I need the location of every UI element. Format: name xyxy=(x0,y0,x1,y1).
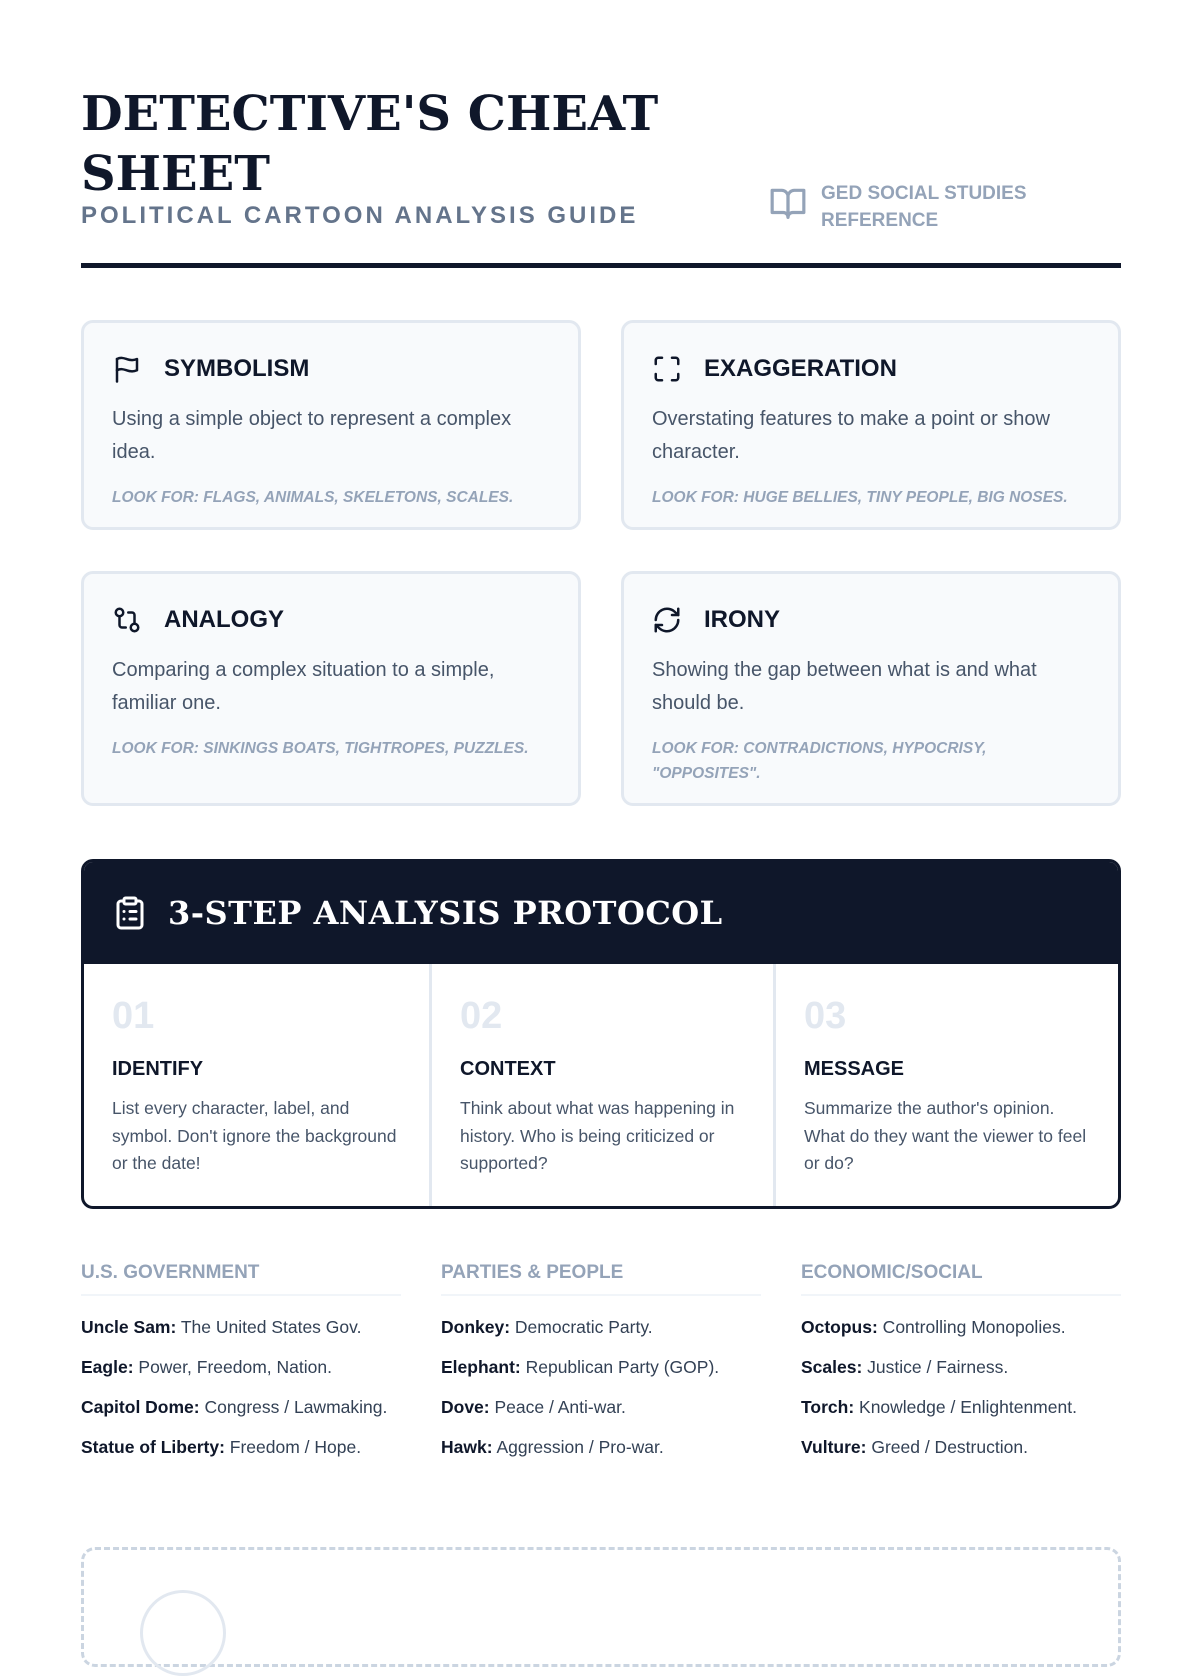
technique-description: Using a simple object to represent a complex idea. xyxy=(112,408,512,463)
technique-card-exaggeration xyxy=(621,320,1121,530)
refresh-icon xyxy=(652,605,682,635)
protocol-steps xyxy=(84,964,1118,1209)
flag-icon xyxy=(112,354,142,384)
technique-look-for: LOOK FOR: CONTRADICTIONS, HYPOCRISY, "OPPOSITES". xyxy=(652,740,987,782)
symbol-item: Scales: Justice / Fairness. xyxy=(801,1357,1009,1377)
symbol-column-parties xyxy=(441,1262,761,1476)
page-header xyxy=(81,0,1121,268)
symbol-item: Dove: Peace / Anti-war. xyxy=(441,1397,626,1417)
technique-description: Overstating features to make a point or show character. xyxy=(652,408,1050,463)
step-number: 03 xyxy=(804,995,847,1037)
step-number: 02 xyxy=(460,995,503,1037)
step-description: List every character, label, and symbol. Don't ignore the background or the date! xyxy=(112,1098,397,1173)
technique-look-for: LOOK FOR: FLAGS, ANIMALS, SKELETONS, SCALES. xyxy=(112,489,514,506)
symbol-item: Uncle Sam: The United States Gov. xyxy=(81,1317,362,1337)
technique-card-symbolism xyxy=(81,320,581,530)
step-name: IDENTIFY xyxy=(112,1058,204,1080)
protocol-header xyxy=(84,862,1118,964)
technique-description: Comparing a complex situation to a simple, familiar one. xyxy=(112,659,495,714)
page-title: DETECTIVE'S CHEAT SHEET xyxy=(81,86,659,202)
cheat-sheet-page xyxy=(81,0,1121,1457)
symbol-column-heading: ECONOMIC/SOCIAL xyxy=(801,1262,1121,1296)
symbol-item: Torch: Knowledge / Enlightenment. xyxy=(801,1397,1077,1417)
technique-look-for: LOOK FOR: HUGE BELLIES, TINY PEOPLE, BIG NOSES. xyxy=(652,489,1068,506)
symbol-column-heading: U.S. GOVERNMENT xyxy=(81,1262,401,1296)
step-number: 01 xyxy=(112,995,155,1037)
technique-name: EXAGGERATION xyxy=(704,355,897,382)
technique-name: IRONY xyxy=(704,606,781,633)
protocol-title: 3-STEP ANALYSIS PROTOCOL xyxy=(168,894,723,932)
symbol-column-heading: PARTIES & PEOPLE xyxy=(441,1262,761,1296)
technique-name: ANALOGY xyxy=(164,606,284,633)
reference-text: GED SOCIAL STUDIES REFERENCE xyxy=(821,183,1027,231)
technique-card-irony xyxy=(621,571,1121,806)
technique-name: SYMBOLISM xyxy=(164,355,310,382)
symbol-item: Hawk: Aggression / Pro-war. xyxy=(441,1437,664,1457)
step-description: Summarize the author's opinion. What do they want the viewer to feel or do? xyxy=(804,1098,1087,1173)
symbol-item: Statue of Liberty: Freedom / Hope. xyxy=(81,1437,362,1457)
step-description: Think about what was happening in history. Who is being criticized or supported? xyxy=(460,1098,735,1173)
clipboard-list-icon xyxy=(112,893,148,933)
protocol-step xyxy=(432,964,776,1209)
symbol-column-government xyxy=(81,1262,401,1476)
step-name: MESSAGE xyxy=(804,1058,905,1080)
git-compare-icon xyxy=(112,605,142,635)
book-open-icon xyxy=(769,184,807,222)
symbol-item: Octopus: Controlling Monopolies. xyxy=(801,1317,1066,1337)
symbol-column-economic xyxy=(801,1262,1121,1476)
page-subtitle: POLITICAL CARTOON ANALYSIS GUIDE xyxy=(81,202,639,229)
step-name: CONTEXT xyxy=(460,1058,556,1080)
tip-icon-circle xyxy=(140,1590,226,1676)
technique-description: Showing the gap between what is and what should be. xyxy=(652,659,1037,714)
technique-look-for: LOOK FOR: SINKINGS BOATS, TIGHTROPES, PUZZLES. xyxy=(112,740,529,757)
focus-frame-icon xyxy=(652,354,682,384)
protocol-step xyxy=(84,964,432,1209)
technique-card-analogy xyxy=(81,571,581,806)
symbol-item: Elephant: Republican Party (GOP). xyxy=(441,1357,720,1377)
analysis-protocol xyxy=(81,859,1121,1209)
reference-label xyxy=(769,180,1109,234)
protocol-step xyxy=(776,964,1118,1209)
symbol-glossary xyxy=(81,1262,1121,1476)
symbol-item: Eagle: Power, Freedom, Nation. xyxy=(81,1357,332,1377)
symbol-item: Donkey: Democratic Party. xyxy=(441,1317,653,1337)
bottom-tip-box xyxy=(81,1547,1121,1667)
symbol-item: Vulture: Greed / Destruction. xyxy=(801,1437,1028,1457)
symbol-item: Capitol Dome: Congress / Lawmaking. xyxy=(81,1397,388,1417)
